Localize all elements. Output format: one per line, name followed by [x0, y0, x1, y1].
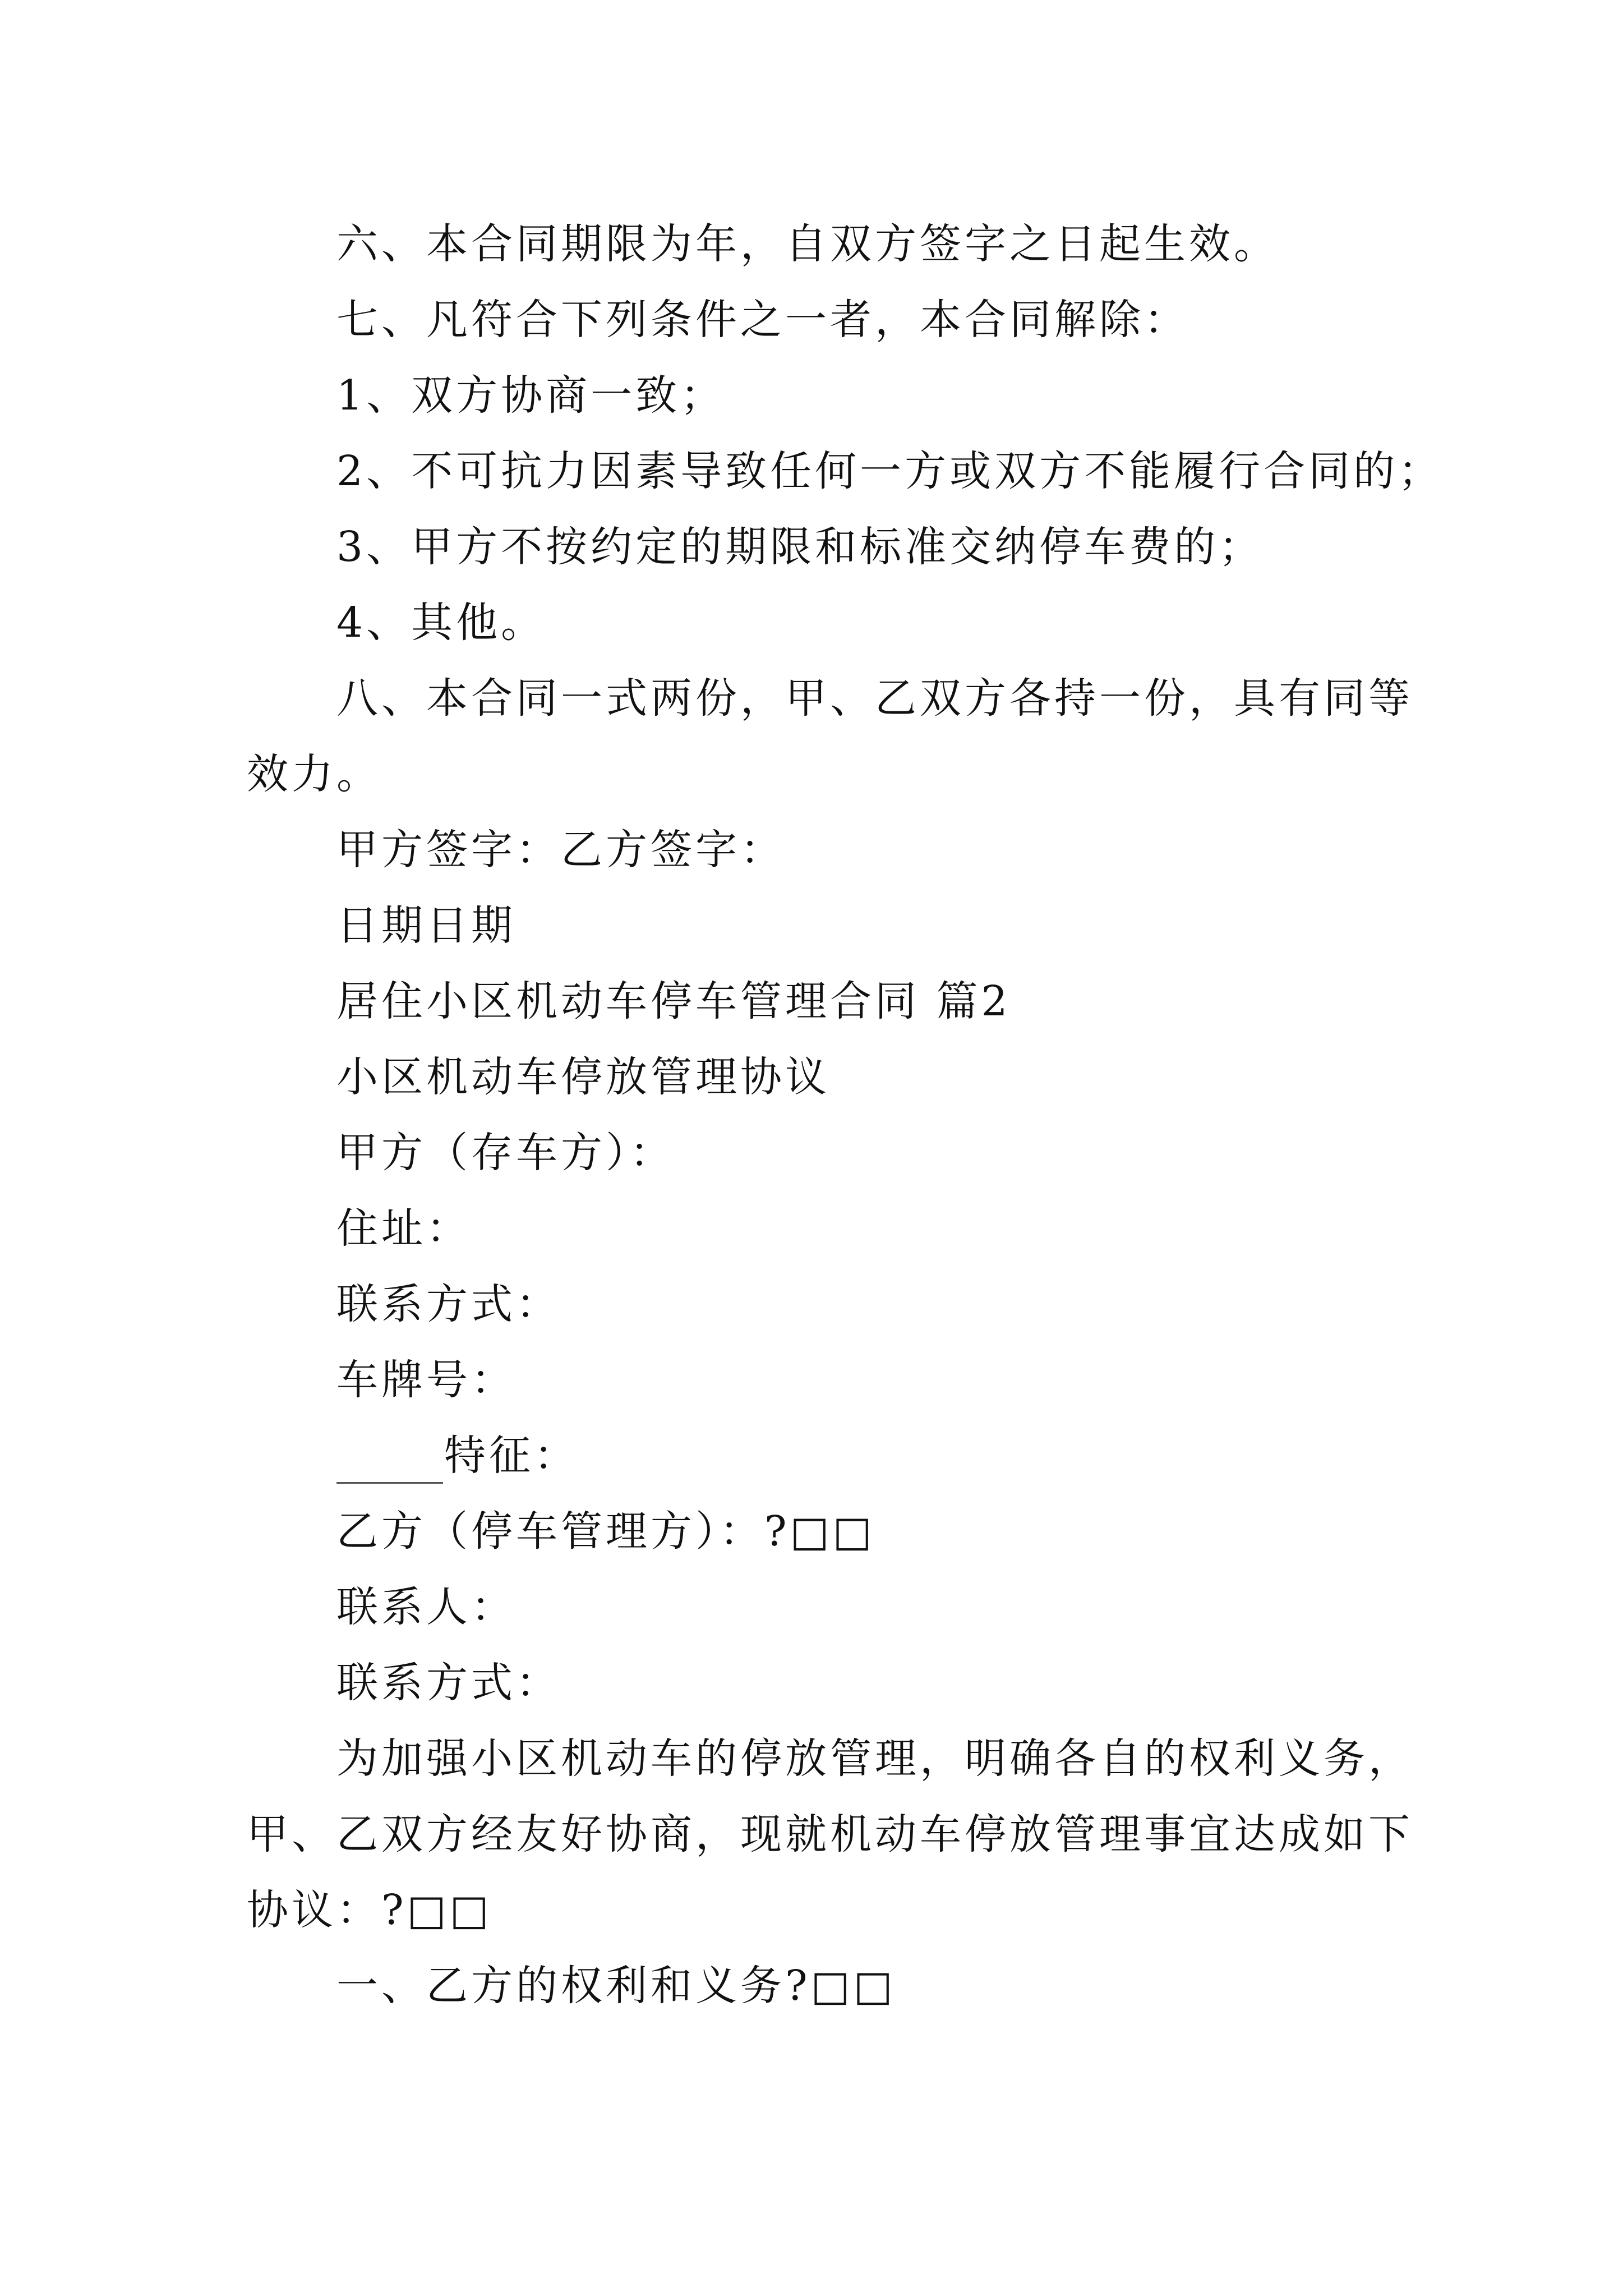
condition-1: 1、双方协商一致；: [336, 371, 726, 420]
clause-8: 八、本合同一式两份，甲、乙双方各持一份，具有同等: [336, 674, 1413, 723]
contact-label: 联系方式：: [336, 1280, 561, 1328]
agreement-title: 小区机动车停放管理协议: [336, 1053, 830, 1101]
contact-person-label: 联系人：: [336, 1583, 516, 1631]
date-line: 日期日期: [336, 901, 516, 950]
party-a-label: 甲方（存车方）：: [336, 1129, 675, 1177]
fill-in-blank: [336, 1437, 443, 1484]
clause-8-continued: 效力。: [247, 750, 381, 798]
condition-2: 2、不可抗力因素导致任何一方或双方不能履行合同的；: [336, 447, 1444, 495]
preamble-line-3: 协议：?□□: [247, 1886, 492, 1934]
features-row: [336, 1428, 579, 1484]
party-b-label: 乙方（停车管理方）：?□□: [336, 1507, 875, 1556]
condition-4: 4、其他。: [336, 599, 546, 647]
features-label: 特征：: [444, 1432, 579, 1480]
contact-method-label: 联系方式：: [336, 1659, 561, 1707]
plate-number-label: 车牌号：: [336, 1356, 516, 1404]
clause-6: 六、本合同期限为年，自双方签字之日起生效。: [336, 220, 1279, 268]
article-1-heading: 一、乙方的权利和义务?□□: [336, 1962, 896, 2010]
address-label: 住址：: [336, 1204, 471, 1253]
signature-line: 甲方签字：乙方签字：: [336, 826, 785, 874]
condition-3: 3、甲方不按约定的期限和标准交纳停车费的；: [336, 523, 1264, 571]
clause-7: 七、凡符合下列条件之一者，本合同解除：: [336, 296, 1189, 344]
section-heading: 居住小区机动车停车管理合同 篇2: [336, 977, 1011, 1025]
preamble-line-1: 为加强小区机动车的停放管理，明确各自的权利义务，: [336, 1734, 1413, 1783]
preamble-line-2: 甲、乙双方经友好协商，现就机动车停放管理事宜达成如下: [247, 1810, 1413, 1858]
